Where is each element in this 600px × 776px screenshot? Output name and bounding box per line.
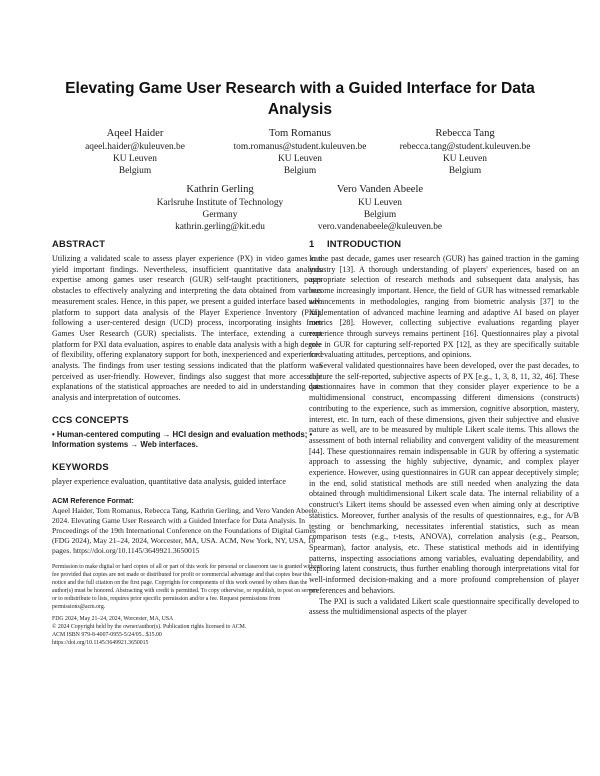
- author-block-2: [215, 127, 385, 178]
- copyright-line: FDG 2024, May 21–24, 2024, Worcester, MA, USA: [52, 615, 174, 622]
- intro-paragraph: In the past decade, games user research (GUR) has gained traction in the gaming industry [13]. A thorough understanding of players' experiences, based on an appropriate selection of research methods and subsequent data analysis, has become increasingly important. Hence, the field of GUR has witnessed remarkable advancements in methodologies, ranging from biometric analysis [37] to the implementation of advanced machine learning and adaptive AI based on player metrics [28]. However, collecting subjective evaluations regarding player experience through surveys remains pertinent [16]. Questionnaires play a pivotal role in GUR for capturing self-reported PX [12], as they are specifically suitable for evaluating attitudes, perceptions, and opinions.: [309, 254, 579, 360]
- introduction-heading: [309, 238, 579, 250]
- copyright-line: © 2024 Copyright held by the owner/author(s). Publication rights licensed to ACM.: [52, 623, 247, 630]
- author-affiliation: Karlsruhe Institute of Technology: [156, 198, 284, 208]
- author-block-5: [300, 183, 460, 234]
- author-name: Kathrin Gerling: [186, 184, 254, 195]
- keywords-text: player experience evaluation, quantitative data analysis, guided interface: [52, 476, 286, 486]
- ccs-text: • Human-centered computing → HCI design and evaluation methods; • Information systems → Web interfaces.: [52, 429, 313, 450]
- author-country: Germany: [202, 210, 238, 221]
- author-country: Belgium: [363, 210, 397, 221]
- author-email: rebecca.tang@student.kuleuven.be: [399, 142, 531, 152]
- author-email: vero.vandenabeele@kuleuven.be: [317, 222, 443, 233]
- author-affiliation: KU Leuven: [443, 154, 487, 165]
- author-affiliation: KU Leuven: [358, 198, 402, 208]
- author-email: kathrin.gerling@kit.edu: [175, 222, 265, 233]
- ccs-heading: CCS CONCEPTS: [52, 413, 129, 425]
- section-number: 1: [309, 238, 315, 249]
- keywords-heading: KEYWORDS: [52, 460, 109, 472]
- author-block-3: [380, 127, 550, 178]
- abstract-text: Utilizing a validated scale to assess player experience (PX) in video games can yield important findings. Nevertheless, insufficient quantitative data analysis expertise among games user research (GUR) self-taught practitioners, poses obstacles to effectively analyzing and interpreting the data obtained from various measurement scales. Hence, in this paper, we present a guided interface based web platform to support data analysis of the Player Experience Inventory (PXI), following a user-centered design (UCD) process, incorporating insights from Games User Research (GUR) specialists. The interface, extending a current platform for PXI data evaluation, aspires to enable data analysis with a high degree of flexibility, offering explanatory support for both, inexperienced and experienced analysts. The findings from user testing sessions indicated that the platform was perceived as user-friendly. However, findings also suggest that more accessible explanations of the statistical approaches are needed to aid in understanding data analysis and interpretation of outcomes.: [52, 254, 322, 403]
- paper-title: Elevating Game User Research with a Guided Interface for Data Analysis: [65, 80, 535, 118]
- intro-paragraph: The PXI is such a validated Likert scale questionnaire specifically developed to assess the multidimensional aspects of the player: [309, 596, 579, 617]
- author-email: tom.romanus@student.kuleuven.be: [233, 142, 367, 152]
- left-column: [52, 238, 322, 647]
- author-email: aqeel.haider@kuleuven.be: [85, 142, 185, 152]
- permission-notice: Permission to make digital or hard copies of all or part of this work for personal or classroom use is granted without fee provided that copies are not made or distributed for profit or commercial advantage and that copies bear this notice and the full citation on the first page. Copyrights for components of this work owned by others than the author(s) must be honored. Abstracting with credit is permitted. To copy otherwise, or republish, to post on servers or to redistribute to lists, requires prior specific permission and/or a fee. Request permissions from permissions@acm.org.: [52, 563, 322, 610]
- copyright-line: ACM ISBN 979-8-4007-0955-5/24/05...$15.00: [52, 631, 162, 638]
- copyright-doi-link[interactable]: https://doi.org/10.1145/3649921.3650015: [52, 639, 149, 646]
- copyright-block: [52, 615, 322, 647]
- right-column: [309, 238, 579, 618]
- author-name: Rebecca Tang: [435, 128, 495, 139]
- author-country: Belgium: [448, 166, 482, 177]
- intro-paragraph: Several validated questionnaires have been developed, over the past decades, to capture the self-reported, subjective aspects of PX [e.g., 1, 3, 8, 11, 32, 46]. These questionnaires have in common that they consider player experience to be a multidimensional construct, encompassing different dimensions (constructs) contributing to the experience, such as immersion, cognitive absorption, mastery, interest, etc. In turn, each of these dimensions, given their subjective and elusive nature as well, are to be measured by multiple Likert scale items. This allows the assessment of both internal reliability and convergent validity of the measurement [44]. These questionnaires remain indispensable in GUR by offering a systematic approach to assessing the highly subjective, dynamic, and complex player experience. However, using questionnaires in GUR can appear deceptively simple; in the end, solid statistical methods are still needed when analyzing the data obtained through multidimensional Likert scale data. The internal reliability of a construct's Likert items should be assessed even when aiming only at descriptive statistics. Moreover, further analysis of the results of questionnaires, e.g., for A/B testing or benchmarking, necessitates inferential statistics, such as mean comparison tests (e.g., t-tests, ANOVA), correlation analysis (e.g., Pearson, Spearman), factor analysis, etc. These statistical methods aid in identifying patterns, inspecting associations among variables, evaluating dependability, and exploring latent constructs, thus further enabling thorough interpretations vital for well-informed decision-making and a more profound comprehension of player preferences and behaviors.: [309, 361, 579, 595]
- author-name: Vero Vanden Abeele: [336, 184, 424, 195]
- author-country: Belgium: [118, 166, 152, 177]
- author-block-1: [60, 127, 210, 178]
- acm-reference-heading: ACM Reference Format:: [52, 495, 134, 505]
- author-country: Belgium: [283, 166, 317, 177]
- acm-reference-text: Aqeel Haider, Tom Romanus, Rebecca Tang, Kathrin Gerling, and Vero Vanden Abeele. 2024. Elevating Game User Research with a Guided Interface for Data Analysis. In Proceedings of the 19th International Conference on the Foundations of Digital Games (FDG 2024), May 21–24, 2024, Worcester, MA, USA. ACM, New York, NY, USA, 10 pages. https://doi.org/10.1145/3649921.3650015: [52, 505, 320, 556]
- author-block-4: [140, 183, 300, 234]
- author-name: Aqeel Haider: [106, 128, 164, 139]
- abstract-heading: ABSTRACT: [52, 238, 106, 249]
- author-affiliation: KU Leuven: [113, 154, 157, 165]
- author-affiliation: KU Leuven: [278, 154, 322, 165]
- section-title: INTRODUCTION: [327, 238, 402, 249]
- author-name: Tom Romanus: [269, 128, 331, 139]
